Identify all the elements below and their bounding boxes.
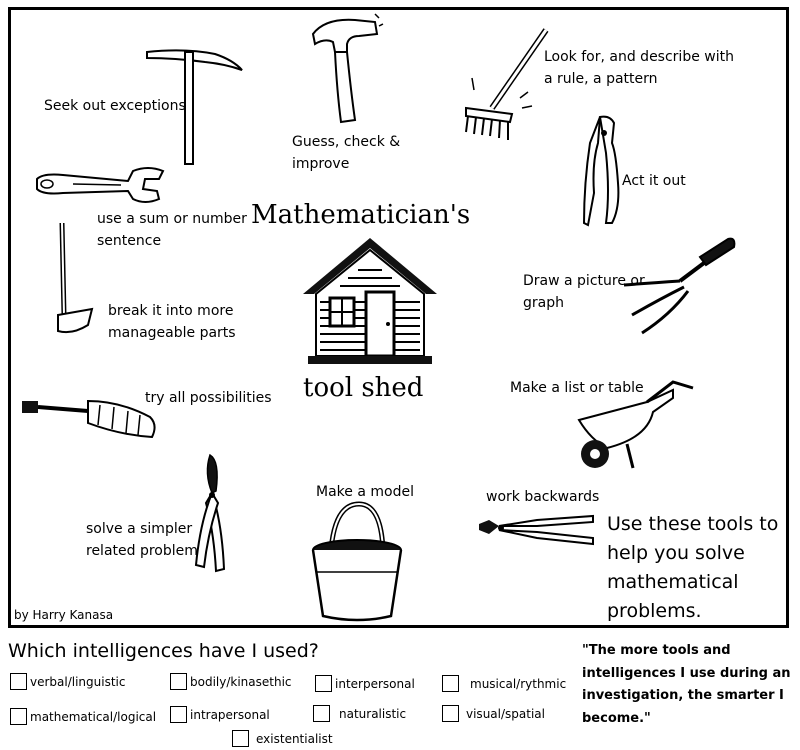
checkbox-mathematical[interactable] [10,708,156,725]
spade-icon [52,221,97,336]
checkbox-box[interactable] [170,706,187,723]
checkbox-bodily[interactable] [170,673,292,690]
closing-quote: "The more tools and intelligences I use during an investigation, the smarter I become." [582,643,791,726]
wrench-icon [33,165,168,205]
tool-label-spade: break it into more manageable parts [108,303,236,341]
tool-label-screwdriver: try all possibilities [145,390,272,406]
poster-subtitle: tool shed [303,373,424,403]
usage-note: Use these tools to help you solve mathematical problems. [607,513,779,622]
checkbox-box[interactable] [442,675,459,692]
checkbox-box[interactable] [170,673,187,690]
shed-icon [300,236,440,366]
checkbox-box[interactable] [10,673,27,690]
tool-label-vise-grip: Act it out [622,173,686,189]
tool-label-wheelbarrow: Make a list or table [510,380,644,396]
checkbox-label: mathematical/logical [30,709,157,724]
checkbox-label: bodily/kinasethic [190,674,292,689]
checkbox-label: naturalistic [339,706,407,721]
tool-label-hammer: Guess, check & improve [292,134,401,172]
tool-label-cutters: work backwards [486,489,600,505]
checkbox-musical[interactable] [442,675,566,692]
checkbox-label: verbal/linguistic [30,674,126,689]
checkbox-label: intrapersonal [190,707,270,722]
locking-pliers-icon [582,113,627,228]
checkbox-box[interactable] [232,730,249,747]
checkbox-box[interactable] [10,708,27,725]
checkbox-label: existentialist [256,731,333,746]
checkbox-label: interpersonal [335,676,415,691]
bolt-cutters-icon [477,508,597,548]
tool-label-pickaxe: Seek out exceptions [44,98,186,114]
screwdriver-icon [20,395,160,445]
poster-title: Mathematician's [251,200,471,230]
bucket-icon [311,502,406,622]
checkbox-existentialist[interactable] [232,730,333,747]
checkbox-verbal[interactable] [10,673,125,690]
checkbox-label: musical/rythmic [470,676,567,691]
tool-label-wrench: use a sum or number sentence [97,211,247,249]
intelligence-question: Which intelligences have I used? [8,640,319,662]
checkbox-box[interactable] [313,705,330,722]
tool-label-bucket: Make a model [316,484,414,500]
tool-label-rake: Look for, and describe with a rule, a pattern [544,49,734,87]
checkbox-box[interactable] [315,675,332,692]
hammer-icon [305,12,385,127]
checkbox-naturalistic[interactable] [313,705,406,722]
tool-label-pruners: solve a simpler related problem [86,521,198,559]
checkbox-visual[interactable] [442,705,545,722]
checkbox-interpersonal[interactable] [315,675,415,692]
author-credit: by Harry Kanasa [14,608,114,622]
checkbox-intrapersonal[interactable] [170,706,270,723]
checkbox-label: visual/spatial [466,706,545,721]
rake-icon [462,28,552,143]
checkbox-box[interactable] [442,705,459,722]
tool-label-fork: Draw a picture or graph [523,273,645,311]
